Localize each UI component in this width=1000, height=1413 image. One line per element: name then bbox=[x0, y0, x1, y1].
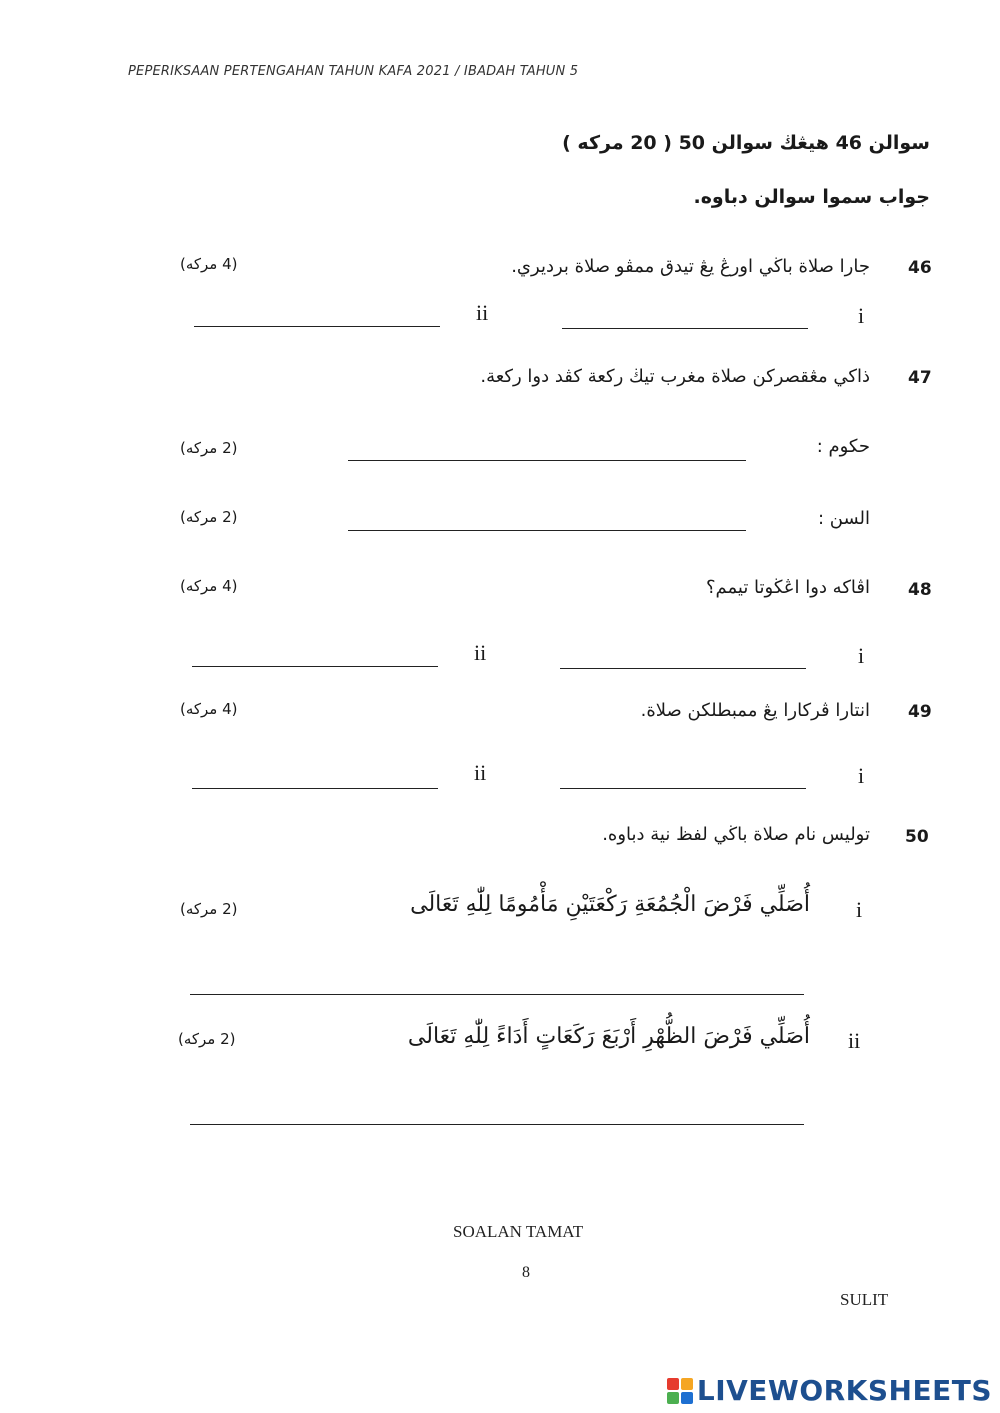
answer-field-50-i[interactable] bbox=[190, 972, 808, 996]
question-number: 47 bbox=[908, 368, 932, 388]
marks-label: (4 مركه) bbox=[180, 577, 238, 595]
brand-text: LIVEWORKSHEETS bbox=[696, 1374, 992, 1407]
answer-line bbox=[348, 530, 746, 531]
part-label-hukum: حكوم : bbox=[816, 436, 870, 457]
question-number: 46 bbox=[908, 258, 932, 278]
answer-line bbox=[190, 1124, 804, 1125]
answer-line bbox=[562, 328, 808, 329]
marks-label: (2 مركه) bbox=[178, 1030, 236, 1048]
marks-label: (2 مركه) bbox=[180, 508, 238, 526]
liveworksheets-icon bbox=[667, 1378, 693, 1404]
item-label-i: i bbox=[856, 897, 863, 922]
question-number: 49 bbox=[908, 702, 932, 722]
classification-label: SULIT bbox=[840, 1290, 889, 1309]
answer-field-47-alasan[interactable] bbox=[348, 508, 750, 532]
question-text: اڤاكه دوا اڠڬوتا تيمم؟ bbox=[705, 577, 870, 598]
answer-label-ii: ii bbox=[476, 300, 489, 325]
part-label-alasan: السن : bbox=[817, 508, 870, 529]
answer-line bbox=[192, 788, 438, 789]
answer-label-i: i bbox=[858, 643, 865, 668]
answer-label-i: i bbox=[858, 763, 865, 788]
answer-line bbox=[194, 326, 440, 327]
answer-line bbox=[348, 460, 746, 461]
answer-label-ii: ii bbox=[474, 760, 487, 785]
answer-field-46-i[interactable] bbox=[562, 306, 812, 330]
marks-label: (4 مركه) bbox=[180, 700, 238, 718]
item-label-ii: ii bbox=[848, 1028, 861, 1053]
answer-field-47-hukum[interactable] bbox=[348, 438, 750, 462]
question-text: ذاكي مڠقصركن صلاة مغرب تيڬ ركعة كڤد دوا ركعة. bbox=[480, 366, 870, 387]
answer-line bbox=[560, 788, 806, 789]
niat-text: أُصَلِّي فَرْضَ الْجُمُعَةِ رَكْعَتَيْنِ مَأْمُومًا لِلّٰهِ تَعَالَى bbox=[410, 892, 810, 917]
answer-label-ii: ii bbox=[474, 640, 487, 665]
answer-field-48-ii[interactable] bbox=[192, 644, 442, 668]
niat-text: أُصَلِّي فَرْضَ الظُّهْرِ أَرْبَعَ رَكَعَاتٍ أَدَاءً لِلّٰهِ تَعَالَى bbox=[407, 1024, 810, 1049]
section-instruction: جواب سموا سوالن دباوه. bbox=[693, 186, 930, 208]
answer-line bbox=[190, 994, 804, 995]
end-of-questions: SOALAN TAMAT bbox=[453, 1222, 584, 1241]
answer-field-46-ii[interactable] bbox=[194, 304, 444, 328]
answer-field-49-i[interactable] bbox=[560, 766, 810, 790]
answer-field-50-ii[interactable] bbox=[190, 1102, 808, 1126]
question-number: 48 bbox=[908, 580, 932, 600]
answer-field-48-i[interactable] bbox=[560, 646, 810, 670]
question-number: 50 bbox=[905, 827, 929, 847]
answer-label-i: i bbox=[858, 303, 865, 328]
answer-line bbox=[192, 666, 438, 667]
marks-label: (4 مركه) bbox=[180, 255, 238, 273]
section-heading: سوالن 46 هيڠڬ سوالن 50 ( 20 مركه ) bbox=[562, 132, 930, 154]
page-number: 8 bbox=[522, 1264, 530, 1281]
question-text: جارا صلاة باڬي اورڠ يڠ تيدق ممڤو صلاة برديري. bbox=[511, 256, 870, 277]
marks-label: (2 مركه) bbox=[180, 900, 238, 918]
question-text: انتارا ڤركارا يڠ ممبطلكن صلاة. bbox=[640, 700, 870, 721]
page-header: PEPERIKSAAN PERTENGAHAN TAHUN KAFA 2021 / IBADAH TAHUN 5 bbox=[128, 64, 579, 79]
answer-field-49-ii[interactable] bbox=[192, 766, 442, 790]
liveworksheets-logo bbox=[667, 1374, 992, 1407]
question-text: توليس نام صلاة باڬي لفظ نية دباوه. bbox=[602, 824, 870, 845]
answer-line bbox=[560, 668, 806, 669]
marks-label: (2 مركه) bbox=[180, 439, 238, 457]
